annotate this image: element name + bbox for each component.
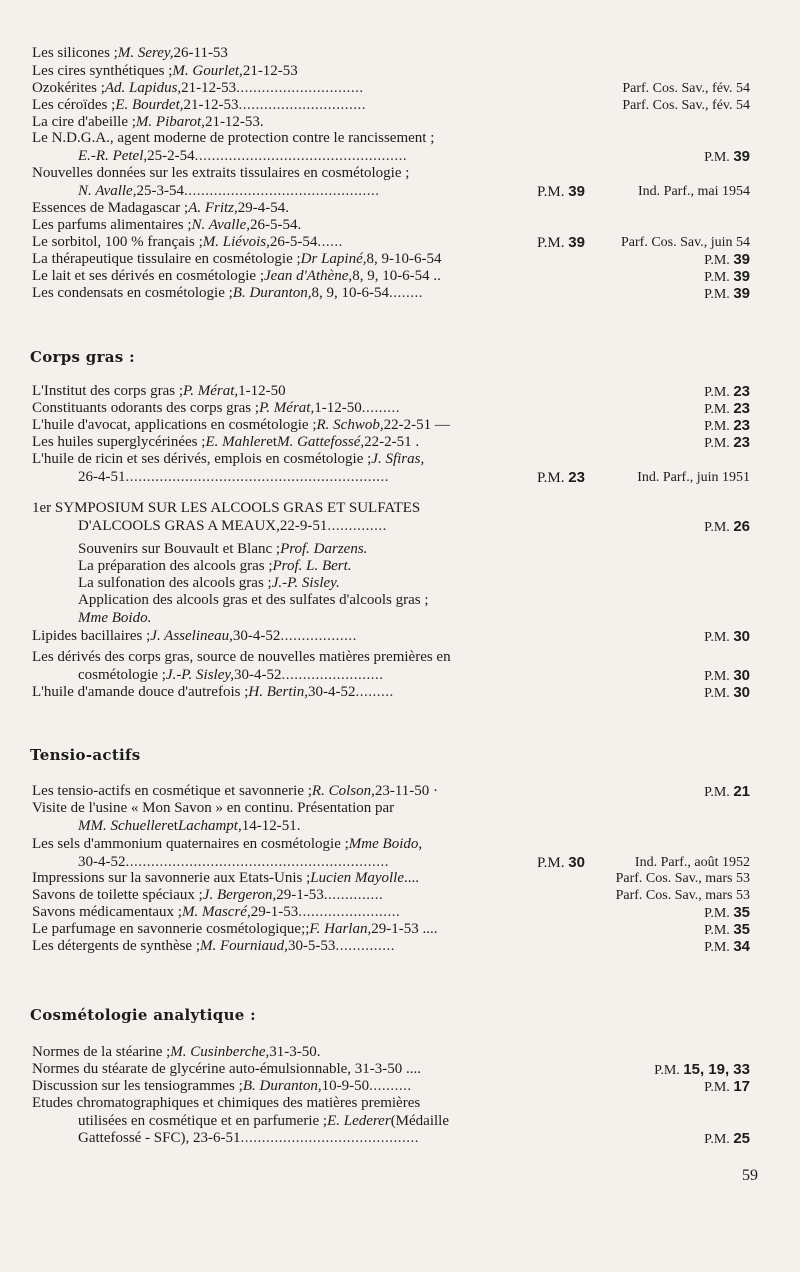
- entry-text: Visite de l'usine « Mon Savon » en continu. Présentation par: [32, 800, 395, 816]
- index-entry: [32, 628, 772, 646]
- entry-line: [32, 684, 772, 702]
- author-name: Prof. Darzens.: [280, 541, 368, 557]
- leader-dots: ..............................................................: [125, 468, 389, 485]
- entry-text: 8, 9-10-6-54: [366, 251, 442, 267]
- author-name: Ad. Lapidus,: [104, 80, 182, 96]
- pm-label: P.M.: [704, 519, 734, 535]
- leader-dots: ..................................................: [194, 147, 408, 164]
- leader-dots: ..........................................: [240, 1130, 419, 1147]
- author-name: A. Fritz,: [188, 200, 238, 216]
- entry-text: Discussion sur les tensiogrammes ;: [32, 1078, 243, 1094]
- entry-line: [32, 667, 772, 685]
- entry-text: Constituants odorants des corps gras ;: [32, 400, 260, 416]
- entry-line: [32, 114, 772, 132]
- entry-text: La sulfonation des alcools gras ;: [78, 575, 272, 591]
- pm-reference: [704, 921, 750, 940]
- pm-number: 39: [568, 234, 585, 251]
- index-entry: [32, 217, 772, 235]
- author-name: Dr Lapiné,: [300, 251, 367, 267]
- entry-line: [32, 1130, 772, 1148]
- entry-text: 21-12-53: [242, 63, 298, 79]
- index-entry: [32, 684, 772, 702]
- entry-line: [32, 1044, 772, 1062]
- pm-reference: [704, 268, 750, 287]
- author-name: E. Lederer: [327, 1112, 391, 1129]
- pm-number: 39: [733, 251, 750, 268]
- pm-number: 34: [733, 938, 750, 955]
- entry-text: 8, 9, 10-6-54 ..: [352, 268, 441, 284]
- pm-reference: [704, 783, 750, 802]
- entry-text: D'ALCOOLS GRAS A MEAUX,: [78, 517, 280, 534]
- pm-label: P.M.: [704, 253, 734, 268]
- pm-label: P.M.: [537, 469, 569, 486]
- entry-text: 8, 9, 10-6-54: [311, 285, 390, 301]
- entry-text: Les dérivés des corps gras, source de nouvelles matières premières en: [32, 649, 451, 665]
- entry-line: [32, 251, 772, 269]
- entry-text: Essences de Madagascar ;: [32, 200, 189, 216]
- entry-line: [32, 80, 772, 98]
- index-entry: [32, 45, 772, 63]
- entry-line: [32, 800, 772, 818]
- entry-text: ....: [404, 870, 420, 886]
- pm-reference: [654, 1061, 750, 1080]
- pm-number: 35: [733, 921, 750, 938]
- leader-dots: ..............................................: [183, 182, 380, 199]
- entry-text: (Médaille: [390, 1112, 449, 1129]
- index-entry: [32, 434, 772, 452]
- entry-text: 30-5-53: [287, 938, 336, 954]
- entry-line: [32, 268, 772, 286]
- entry-text: cosmétologie ;: [78, 666, 166, 683]
- index-entry: [32, 783, 772, 801]
- entry-line: [32, 469, 772, 487]
- author-name: M. Mascré,: [181, 904, 251, 920]
- pm-label: P.M.: [704, 668, 734, 684]
- author-name: Mme Boido,: [348, 836, 423, 852]
- pm-label: P.M.: [704, 630, 734, 645]
- entry-line: [32, 148, 772, 166]
- pm-reference: [704, 1078, 750, 1097]
- pm-number: 30: [733, 684, 750, 701]
- entry-text: 22-2-51 —: [383, 417, 450, 433]
- entry-text: 14-12-51.: [241, 817, 301, 834]
- index-entry: [32, 285, 772, 303]
- index-entry: [32, 114, 772, 132]
- entry-text: Les céroïdes ;: [32, 97, 116, 113]
- pm-number: 23: [568, 468, 585, 486]
- entry-text: Nouvelles données sur les extraits tissulaires en cosmétologie ;: [32, 165, 410, 181]
- source-reference: Ind. Parf., mai 1954: [638, 183, 750, 199]
- entry-line: [32, 400, 772, 418]
- index-entry: [32, 541, 772, 559]
- entry-text: L'huile d'avocat, applications en cosmétologie ;: [32, 417, 317, 433]
- author-name: E. Bourdet,: [115, 97, 184, 113]
- entry-text: Les silicones ;: [32, 45, 118, 61]
- entry-line: [32, 610, 772, 628]
- pm-number: 30: [568, 853, 585, 871]
- pm-label: P.M.: [704, 385, 734, 400]
- entry-text: 30-4-52: [233, 666, 282, 683]
- entry-line: [32, 217, 772, 235]
- entry-line: [32, 870, 772, 888]
- entry-text: 29-1-53: [250, 904, 299, 920]
- index-entry: [32, 130, 772, 165]
- leader-dots: ..............................: [238, 97, 366, 113]
- source-reference: Parf. Cos. Sav., mars 53: [615, 871, 750, 886]
- pm-label: P.M.: [537, 235, 569, 251]
- entry-text: Ozokérites ;: [32, 80, 105, 96]
- index-entry: [32, 870, 772, 888]
- author-name: J. Asselineau,: [150, 628, 233, 644]
- index-entry: [32, 1044, 772, 1062]
- pm-number: 35: [733, 904, 750, 921]
- source-reference: Parf. Cos. Sav., juin 54: [621, 235, 750, 250]
- index-entry: [32, 558, 772, 576]
- entry-text: La cire d'abeille ;: [32, 114, 136, 130]
- page-number: 59: [742, 1167, 758, 1184]
- index-entry: [32, 887, 772, 905]
- entry-text: 21-12-53: [183, 97, 239, 113]
- entry-line: [32, 887, 772, 905]
- author-name: P. Mérat,: [183, 383, 239, 399]
- entry-text: 30-4-52: [232, 628, 281, 644]
- author-name: Mme Boido.: [78, 609, 152, 626]
- leader-dots: .........: [361, 400, 400, 416]
- author-name: F. Harlan,: [309, 921, 372, 937]
- entry-line: [32, 183, 772, 201]
- author-name: Lucien Mayolle: [310, 870, 405, 886]
- index-entry: [32, 1078, 772, 1096]
- pm-reference: [704, 1130, 750, 1149]
- author-name: B. Duranton,: [232, 285, 312, 301]
- leader-dots: ........: [389, 285, 424, 301]
- author-name: Lachampt,: [177, 817, 242, 834]
- pm-number: 23: [733, 434, 750, 451]
- index-entry: [32, 268, 772, 286]
- leader-dots: ........................: [298, 904, 401, 920]
- entry-text: Les cires synthétiques ;: [32, 63, 173, 79]
- pm-reference: [704, 518, 750, 537]
- entry-line: [32, 592, 772, 610]
- index-entry: [32, 165, 772, 200]
- author-name: E.-R. Petel,: [78, 147, 148, 164]
- leader-dots: ..............................................................: [125, 853, 389, 870]
- pm-number: 23: [733, 383, 750, 400]
- author-name: M. Fourniaud,: [200, 938, 288, 954]
- index-entry: [32, 938, 772, 956]
- pm-number: 39: [733, 285, 750, 302]
- index-entry: [32, 200, 772, 218]
- source-reference: Parf. Cos. Sav., mars 53: [615, 888, 750, 903]
- index-entry: [32, 251, 772, 269]
- section-heading: Cosmétologie analytique :: [30, 1006, 256, 1024]
- pm-reference: [704, 400, 750, 419]
- index-entry: [32, 97, 772, 115]
- entry-line: [32, 1113, 772, 1131]
- leader-dots: ......: [317, 234, 343, 250]
- entry-line: [32, 97, 772, 115]
- entry-text: Lipides bacillaires ;: [32, 628, 151, 644]
- pm-label: P.M.: [704, 785, 734, 800]
- leader-dots: ..............: [323, 887, 384, 903]
- entry-text: 1-12-50: [238, 383, 286, 399]
- pm-number: 30: [733, 666, 750, 684]
- entry-line: [32, 434, 772, 452]
- entry-text: 26-5-54.: [250, 217, 302, 233]
- index-entry: [32, 921, 772, 939]
- index-entry: [32, 383, 772, 401]
- entry-line: [32, 649, 772, 667]
- section-heading: Corps gras :: [30, 348, 135, 366]
- pm-number: 26: [733, 517, 750, 535]
- source-reference: Parf. Cos. Sav., fév. 54: [622, 98, 750, 113]
- pm-reference: [704, 383, 750, 402]
- author-name: R. Schwob,: [316, 417, 384, 433]
- pm-label: P.M.: [704, 149, 734, 165]
- entry-text: 1er SYMPOSIUM SUR LES ALCOOLS GRAS ET SULFATES: [32, 500, 421, 516]
- index-entry: [32, 63, 772, 81]
- entry-text: 25-3-54: [136, 182, 184, 199]
- author-name: MM. Schueller: [78, 817, 168, 834]
- entry-text: La préparation des alcools gras ;: [78, 558, 273, 574]
- pm-number: 15, 19, 33: [683, 1061, 750, 1078]
- entry-line: [32, 518, 772, 536]
- index-entry: [32, 575, 772, 593]
- entry-text: 10-9-50: [321, 1078, 370, 1094]
- pm-number: 25: [733, 1130, 750, 1148]
- pm-reference: [537, 183, 585, 202]
- pm-label: P.M.: [704, 686, 734, 701]
- entry-line: [32, 854, 772, 872]
- pm-reference: [704, 148, 750, 167]
- entry-text: 30-4-52: [78, 853, 126, 870]
- index-entry: [32, 800, 772, 835]
- pm-number: 30: [733, 628, 750, 645]
- entry-text: Application des alcools gras et des sulfates d'alcools gras ;: [78, 592, 429, 608]
- index-entry: [32, 500, 772, 535]
- index-entry: [32, 400, 772, 418]
- leader-dots: ..........: [369, 1078, 412, 1094]
- index-entry: [32, 417, 772, 435]
- entry-text: 29-1-53: [276, 887, 324, 903]
- entry-text: Le N.D.G.A., agent moderne de protection contre le rancissement ;: [32, 130, 435, 146]
- pm-reference: [704, 684, 750, 703]
- author-name: J.-P. Sisley,: [165, 666, 234, 683]
- entry-text: L'huile d'amande douce d'autrefois ;: [32, 684, 249, 700]
- pm-reference: [537, 469, 585, 488]
- pm-label: P.M.: [704, 270, 734, 285]
- leader-dots: .........: [355, 684, 394, 700]
- entry-text: 22-2-51 .: [364, 434, 420, 450]
- entry-line: [32, 1078, 772, 1096]
- pm-label: P.M.: [537, 854, 569, 871]
- author-name: M. Gourlet,: [172, 63, 243, 79]
- entry-line: [32, 818, 772, 836]
- author-name: E. Mahler: [205, 434, 267, 450]
- author-name: P. Mérat,: [259, 400, 315, 416]
- author-name: J. Sfiras,: [371, 451, 425, 467]
- index-entry: [32, 592, 772, 627]
- author-name: N. Avalle,: [191, 217, 251, 233]
- pm-label: P.M.: [704, 940, 734, 955]
- source-reference: Parf. Cos. Sav., fév. 54: [622, 81, 750, 96]
- author-name: H. Bertin,: [248, 684, 308, 700]
- entry-line: [32, 628, 772, 646]
- entry-text: 25-2-54: [147, 147, 195, 164]
- author-name: J.-P. Sisley.: [271, 575, 340, 591]
- pm-reference: [704, 628, 750, 647]
- entry-line: [32, 200, 772, 218]
- entry-line: [32, 45, 772, 63]
- entry-line: [32, 63, 772, 81]
- source-reference: Ind. Parf., août 1952: [634, 854, 750, 870]
- index-entry: [32, 451, 772, 486]
- author-name: M. Gattefossé,: [277, 434, 365, 450]
- leader-dots: ..................: [280, 628, 357, 644]
- index-entry: [32, 1061, 772, 1079]
- index-entry: [32, 904, 772, 922]
- pm-number: 39: [733, 147, 750, 165]
- entry-line: [32, 1095, 772, 1113]
- entry-line: [32, 938, 772, 956]
- entry-text: Les parfums alimentaires ;: [32, 217, 192, 233]
- author-name: B. Duranton,: [242, 1078, 322, 1094]
- entry-line: [32, 165, 772, 183]
- pm-label: P.M.: [704, 287, 734, 302]
- pm-number: 39: [568, 182, 585, 200]
- entry-text: La thérapeutique tissulaire en cosmétologie ;: [32, 251, 301, 267]
- entry-text: 31-3-50.: [269, 1044, 321, 1060]
- pm-reference: [537, 234, 585, 253]
- author-name: R. Colson,: [311, 783, 375, 799]
- entry-text: 21-12-53: [181, 80, 237, 96]
- entry-text: Les tensio-actifs en cosmétique et savonnerie ;: [32, 783, 312, 799]
- entry-text: Impressions sur la savonnerie aux Etats-Unis ;: [32, 870, 311, 886]
- author-name: M. Pibarot,: [135, 114, 205, 130]
- pm-label: P.M.: [704, 906, 734, 921]
- entry-text: 21-12-53.: [204, 114, 264, 130]
- author-name: M. Serey,: [117, 45, 174, 61]
- leader-dots: ..............: [327, 517, 387, 534]
- index-entry: [32, 649, 772, 684]
- index-entry: [32, 1095, 772, 1148]
- entry-text: Savons de toilette spéciaux ;: [32, 887, 203, 903]
- pm-label: P.M.: [537, 183, 569, 200]
- leader-dots: ........................: [281, 666, 384, 683]
- author-name: M. Liévois,: [202, 234, 270, 250]
- entry-text: 30-4-52: [307, 684, 356, 700]
- author-name: Prof. L. Bert.: [272, 558, 352, 574]
- entry-text: 26-11-53: [173, 45, 228, 61]
- entry-text: L'huile de ricin et ses dérivés, emplois en cosmétologie ;: [32, 451, 372, 467]
- pm-label: P.M.: [704, 419, 734, 434]
- entry-line: [32, 904, 772, 922]
- entry-text: L'Institut des corps gras ;: [32, 383, 184, 399]
- pm-number: 23: [733, 400, 750, 417]
- author-name: Jean d'Athène,: [264, 268, 353, 284]
- entry-line: [32, 234, 772, 252]
- index-entry: [32, 234, 772, 252]
- pm-number: 17: [733, 1078, 750, 1095]
- entry-text: Souvenirs sur Bouvault et Blanc ;: [78, 541, 281, 557]
- index-entry: [32, 836, 772, 871]
- entry-text: 26-4-51: [78, 468, 126, 485]
- pm-label: P.M.: [704, 1132, 734, 1148]
- entry-text: Les détergents de synthèse ;: [32, 938, 201, 954]
- entry-line: [32, 500, 772, 518]
- entry-line: [32, 130, 772, 148]
- entry-text: et: [266, 434, 278, 450]
- entry-line: [32, 783, 772, 801]
- entry-text: utilisées en cosmétique et en parfumerie ;: [78, 1112, 328, 1129]
- entry-line: [32, 1061, 772, 1079]
- pm-reference: [704, 434, 750, 453]
- entry-line: [32, 921, 772, 939]
- entry-text: Savons médicamentaux ;: [32, 904, 182, 920]
- pm-label: P.M.: [704, 1080, 734, 1095]
- entry-line: [32, 383, 772, 401]
- entry-text: 23-11-50 ·: [374, 783, 439, 799]
- author-name: J. Bergeron,: [202, 887, 277, 903]
- author-name: N. Avalle,: [78, 182, 137, 199]
- pm-reference: [704, 251, 750, 270]
- entry-text: 29-1-53 ....: [371, 921, 438, 937]
- entry-line: [32, 836, 772, 854]
- pm-reference: [704, 667, 750, 686]
- entry-line: [32, 575, 772, 593]
- entry-text: Gattefossé - SFC), 23-6-51: [78, 1130, 241, 1147]
- author-name: M. Cusinberche,: [170, 1044, 270, 1060]
- entry-text: Les huiles superglycérinées ;: [32, 434, 206, 450]
- entry-line: [32, 451, 772, 469]
- entry-text: Le parfumage en savonnerie cosmétologique;;: [32, 921, 310, 937]
- entry-line: [32, 558, 772, 576]
- pm-reference: [704, 285, 750, 304]
- index-entry: [32, 80, 772, 98]
- entry-text: Les condensats en cosmétologie ;: [32, 285, 233, 301]
- entry-text: 26-5-54: [269, 234, 318, 250]
- entry-text: Normes de la stéarine ;: [32, 1044, 171, 1060]
- entry-text: 1-12-50: [314, 400, 362, 416]
- pm-number: 23: [733, 417, 750, 434]
- entry-line: [32, 417, 772, 435]
- source-reference: Ind. Parf., juin 1951: [637, 469, 750, 485]
- pm-number: 39: [733, 268, 750, 285]
- pm-label: P.M.: [704, 923, 734, 938]
- entry-text: Normes du stéarate de glycérine auto-émulsionnable, 31-3-50 ....: [32, 1061, 422, 1077]
- pm-label: P.M.: [704, 436, 734, 451]
- entry-line: [32, 541, 772, 559]
- entry-text: 29-4-54.: [237, 200, 290, 216]
- leader-dots: ..............................: [236, 80, 364, 96]
- pm-reference: [704, 938, 750, 957]
- entry-text: Le sorbitol, 100 % français ;: [32, 234, 203, 250]
- entry-text: Les sels d'ammonium quaternaires en cosmétologie ;: [32, 836, 349, 852]
- entry-text: Etudes chromatographiques et chimiques des matières premières: [32, 1095, 421, 1111]
- entry-text: Le lait et ses dérivés en cosmétologie ;: [32, 268, 265, 284]
- section-heading: Tensio-actifs: [30, 746, 141, 764]
- entry-text: et: [167, 817, 178, 834]
- pm-reference: [704, 904, 750, 923]
- entry-text: 22-9-51: [279, 517, 328, 534]
- pm-label: P.M.: [654, 1063, 684, 1078]
- leader-dots: ..............: [335, 938, 395, 954]
- pm-reference: [704, 417, 750, 436]
- entry-line: [32, 285, 772, 303]
- pm-label: P.M.: [704, 402, 734, 417]
- pm-number: 21: [733, 783, 750, 800]
